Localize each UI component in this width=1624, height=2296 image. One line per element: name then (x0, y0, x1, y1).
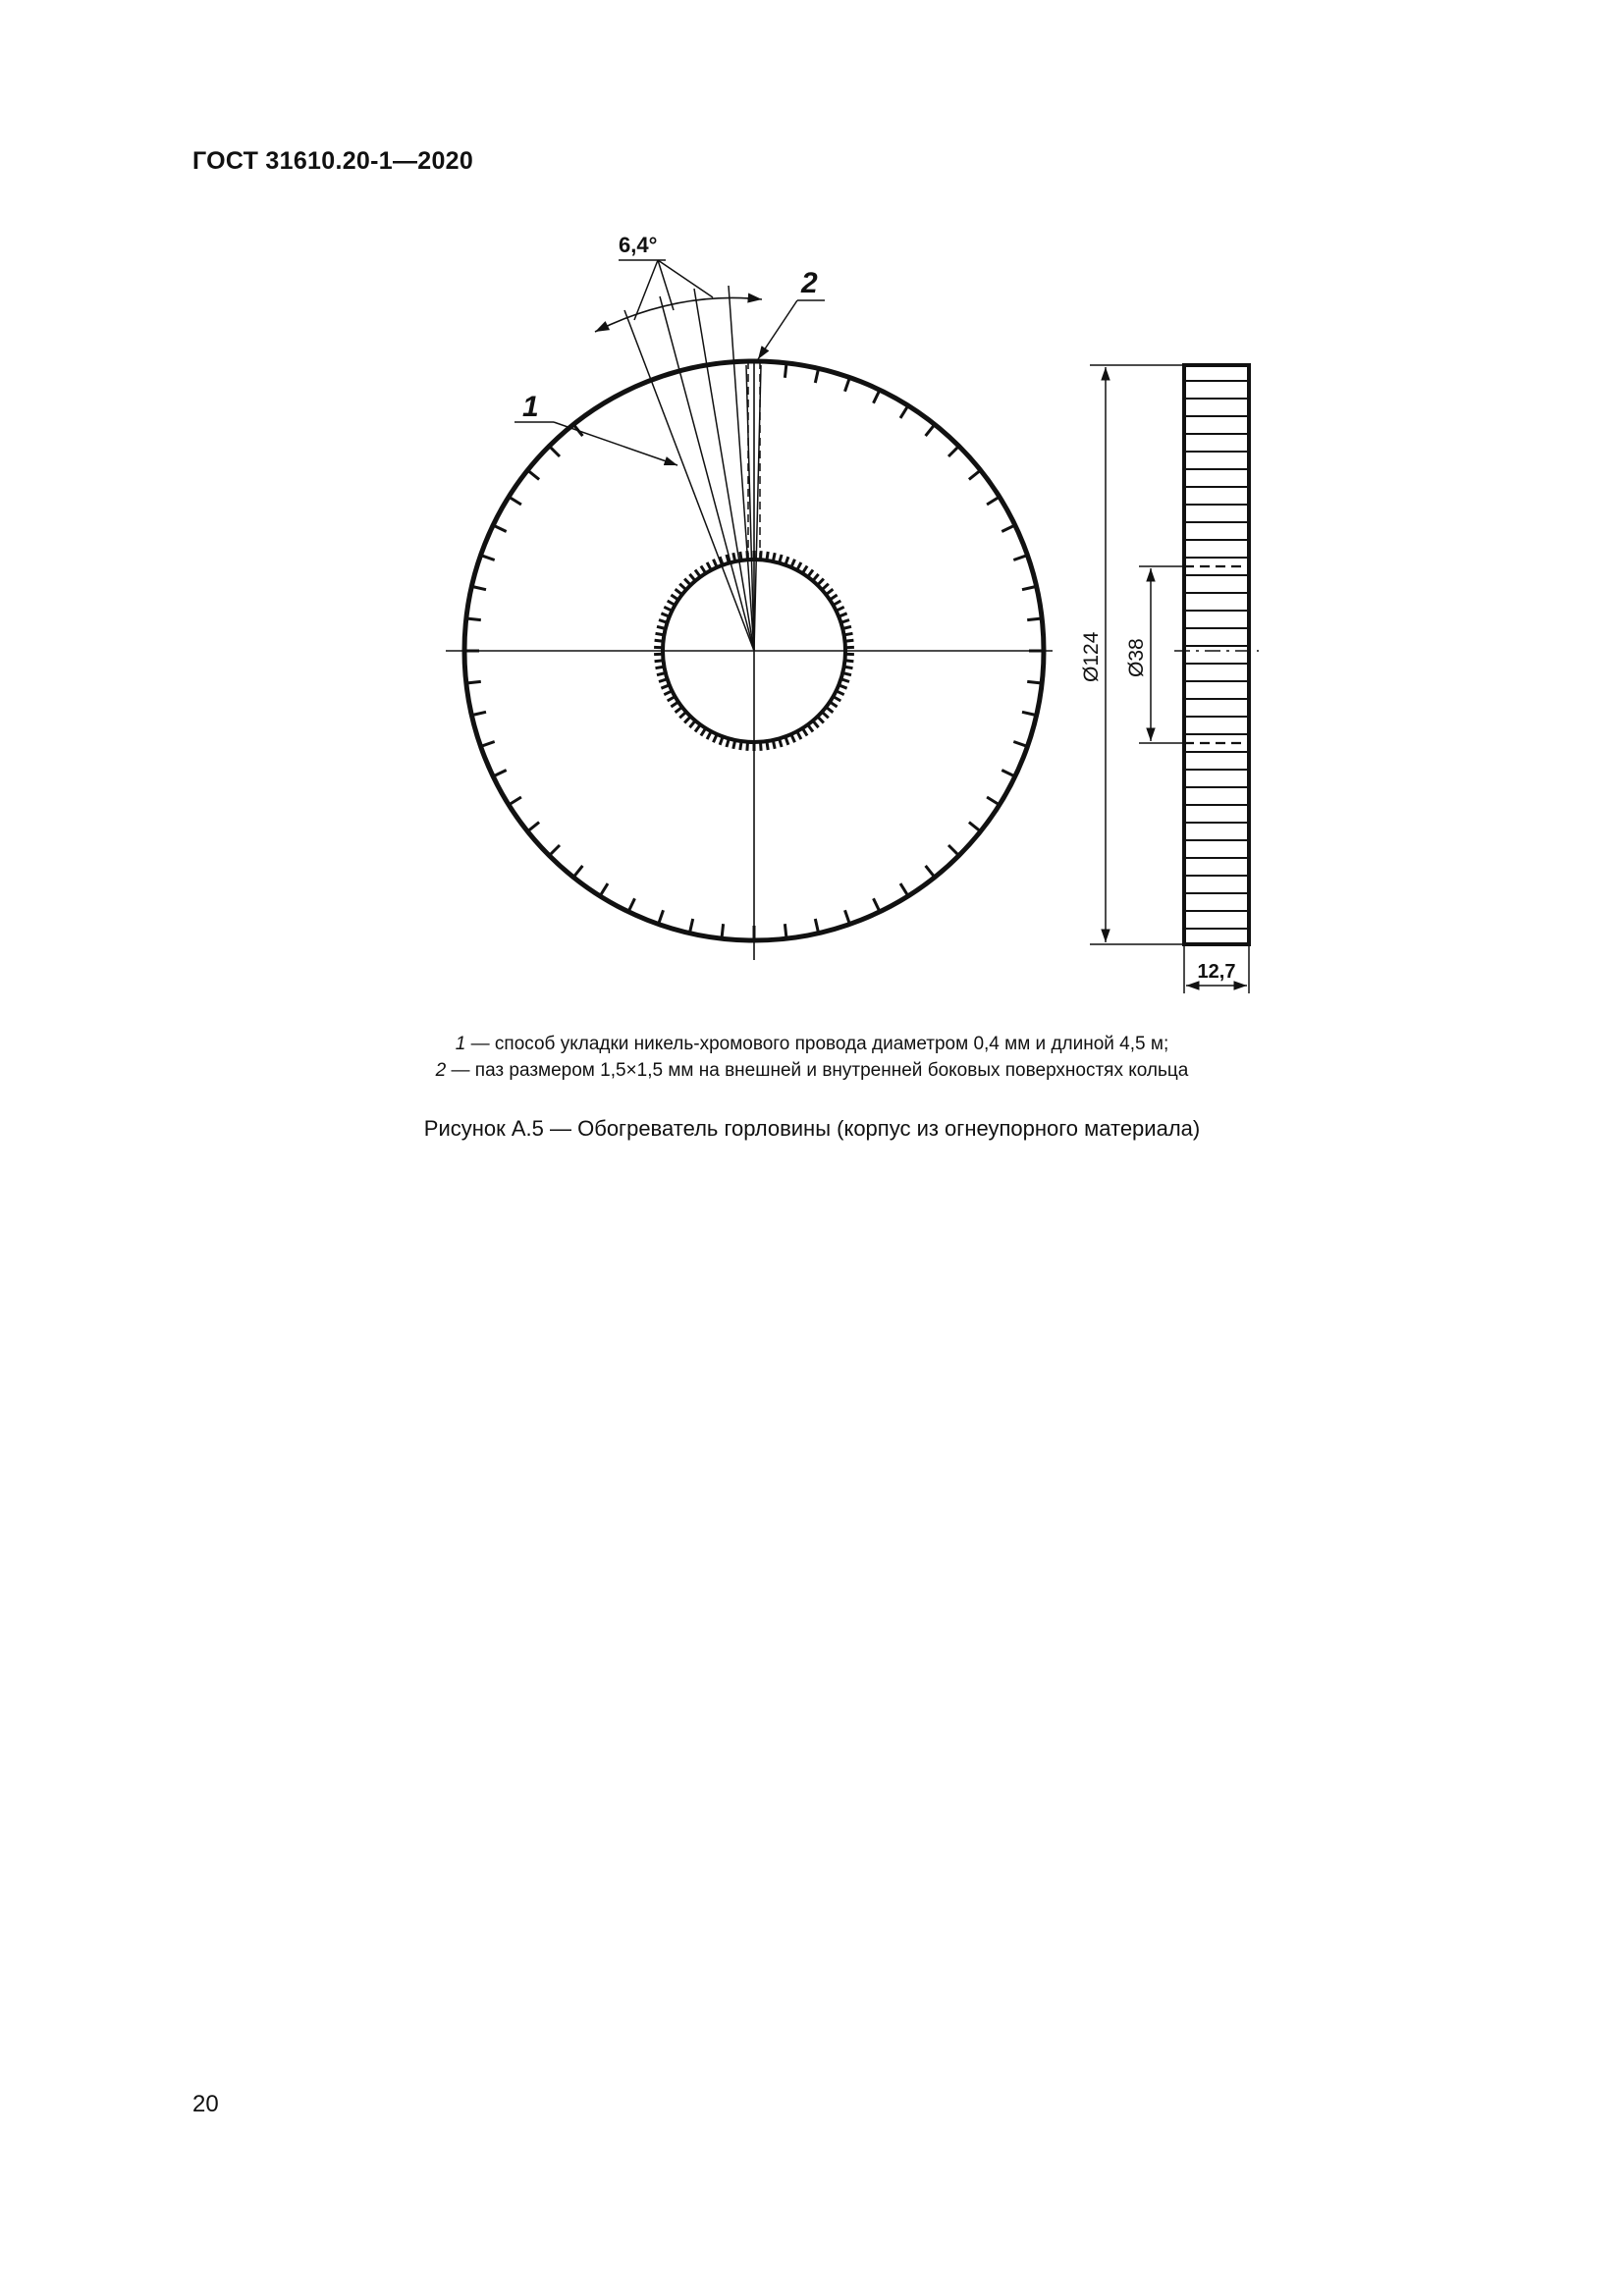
groove-tick (969, 823, 981, 831)
groove-tick (785, 557, 788, 564)
groove-tick (1013, 556, 1027, 561)
groove-tick (767, 741, 768, 750)
groove-tick (837, 607, 844, 611)
groove-tick (874, 390, 881, 403)
groove-tick (481, 556, 495, 561)
groove-tick (509, 797, 521, 805)
groove-tick (695, 724, 700, 731)
groove-tick (664, 691, 672, 695)
groove-tick (839, 685, 846, 688)
groove-tick (720, 736, 723, 744)
groove-tick (791, 560, 795, 567)
groove-tick (818, 717, 824, 723)
groove-tick (466, 681, 481, 683)
groove-tick (1013, 742, 1027, 747)
groove-tick (740, 552, 741, 561)
groove-tick (773, 740, 775, 749)
groove-tick (747, 742, 748, 751)
groove-tick (761, 742, 762, 751)
groove-tick (676, 707, 682, 713)
legend-item-2 (0, 1057, 1624, 1084)
technical-drawing (0, 0, 1624, 1080)
groove-tick (900, 883, 908, 896)
groove-tick (813, 574, 819, 581)
angle-label: 6,4° (619, 233, 658, 257)
groove-tick (527, 470, 539, 479)
groove-tick (661, 614, 669, 616)
groove-tick (722, 924, 724, 938)
groove-tick (659, 910, 664, 924)
groove-tick (701, 728, 706, 736)
groove-tick (815, 368, 818, 383)
groove-tick (948, 446, 959, 456)
groove-tick (822, 712, 829, 718)
page-number: 20 (192, 2091, 219, 2117)
width-label: 12,7 (1197, 961, 1236, 983)
groove-tick (785, 736, 788, 744)
groove-tick (679, 712, 686, 718)
groove-tick (668, 601, 676, 606)
groove-tick (802, 566, 807, 574)
groove-tick (733, 553, 735, 561)
callout-2-leader (758, 300, 825, 359)
groove-tick (948, 845, 959, 856)
groove-tick (657, 673, 666, 675)
groove-tick (834, 697, 841, 702)
groove-tick (701, 566, 706, 574)
groove-tick (471, 586, 486, 589)
groove-tick (493, 771, 507, 777)
inner-diameter-label: Ø38 (1125, 638, 1148, 677)
groove-tick (689, 574, 695, 581)
groove-tick (845, 640, 854, 641)
groove-tick (671, 702, 678, 707)
groove-tick (656, 633, 665, 635)
groove-tick (1001, 525, 1015, 532)
groove-tick (509, 497, 521, 505)
groove-tick (797, 562, 801, 570)
groove-tick (657, 626, 666, 628)
groove-tick (671, 595, 678, 600)
groove-tick (471, 712, 486, 715)
groove-tick (830, 702, 838, 707)
groove-tick (822, 584, 829, 590)
legend-item-1-number: 1 (455, 1034, 466, 1054)
groove-tick (802, 728, 807, 736)
groove-tick (926, 866, 935, 878)
groove-tick (874, 898, 881, 912)
groove-tick (785, 363, 786, 378)
groove-tick (900, 405, 908, 418)
angle-dimension-arc (595, 297, 762, 332)
groove-tick (655, 640, 664, 641)
groove-tick (707, 562, 711, 570)
groove-tick (844, 667, 853, 668)
groove-tick (707, 731, 711, 739)
groove-tick (791, 734, 795, 742)
groove-tick (664, 607, 672, 611)
groove-tick (842, 626, 851, 628)
groove-tick (481, 742, 495, 747)
outer-diameter-label: Ø124 (1080, 631, 1103, 682)
groove-tick (689, 721, 695, 727)
groove-tick (813, 721, 819, 727)
groove-tick (844, 633, 853, 635)
groove-tick (969, 470, 981, 479)
groove-tick (845, 910, 850, 924)
groove-tick (661, 685, 669, 688)
groove-tick (689, 919, 692, 934)
groove-tick (1022, 586, 1037, 589)
groove-tick (527, 823, 539, 831)
groove-tick (549, 446, 560, 456)
document-header: ГОСТ 31610.20-1—2020 (192, 147, 474, 175)
callout-1-label: 1 (522, 391, 539, 423)
groove-tick (740, 741, 741, 750)
groove-tick (845, 661, 854, 662)
legend-item-1-text: — способ укладки никель-хромового провода диаметром 0,4 мм и длиной 4,5 м; (465, 1034, 1169, 1054)
groove-tick (815, 919, 818, 934)
groove-tick (837, 691, 844, 695)
groove-tick (826, 589, 833, 595)
groove-tick (684, 717, 690, 723)
groove-tick (628, 898, 635, 912)
groove-tick (773, 553, 775, 561)
legend-item-2-number: 2 (435, 1060, 447, 1081)
groove-tick (679, 584, 686, 590)
groove-tick (733, 740, 735, 749)
groove-tick (1027, 618, 1042, 620)
groove-tick (839, 614, 846, 616)
groove-tick (493, 525, 507, 532)
legend-item-1 (0, 1031, 1624, 1057)
groove-tick (808, 570, 813, 577)
groove-tick (573, 866, 582, 878)
groove-tick (785, 924, 786, 938)
figure-caption: Рисунок А.5 — Обогреватель горловины (корпус из огнеупорного материала) (423, 1116, 1201, 1141)
angle-leader-lines (619, 260, 713, 320)
groove-tick (600, 883, 608, 896)
groove-tick (668, 697, 676, 702)
groove-tick (845, 378, 850, 392)
groove-tick (1027, 681, 1042, 683)
groove-tick (826, 707, 833, 713)
groove-tick (695, 570, 700, 577)
groove-tick (808, 724, 813, 731)
groove-tick (818, 579, 824, 586)
groove-tick (714, 734, 718, 742)
groove-tick (1022, 712, 1037, 715)
groove-tick (549, 845, 560, 856)
groove-tick (834, 601, 841, 606)
groove-tick (926, 424, 935, 436)
groove-tick (842, 673, 851, 675)
groove-tick (684, 579, 690, 586)
groove-tick (676, 589, 682, 595)
groove-tick (466, 618, 481, 620)
groove-tick (1001, 771, 1015, 777)
groove-tick (656, 667, 665, 668)
figure-legend (0, 1031, 1624, 1084)
legend-item-2-text: — паз размером 1,5×1,5 мм на внешней и внутренней боковых поверхностях кольца (446, 1060, 1189, 1081)
groove-tick (655, 661, 664, 662)
groove-tick (987, 797, 1000, 805)
groove-tick (830, 595, 838, 600)
groove-tick (767, 552, 768, 561)
groove-tick (987, 497, 1000, 505)
wire-winding-lines (624, 286, 761, 651)
groove-tick (797, 731, 801, 739)
callout-2-label: 2 (801, 267, 818, 299)
groove-tick (714, 560, 718, 567)
